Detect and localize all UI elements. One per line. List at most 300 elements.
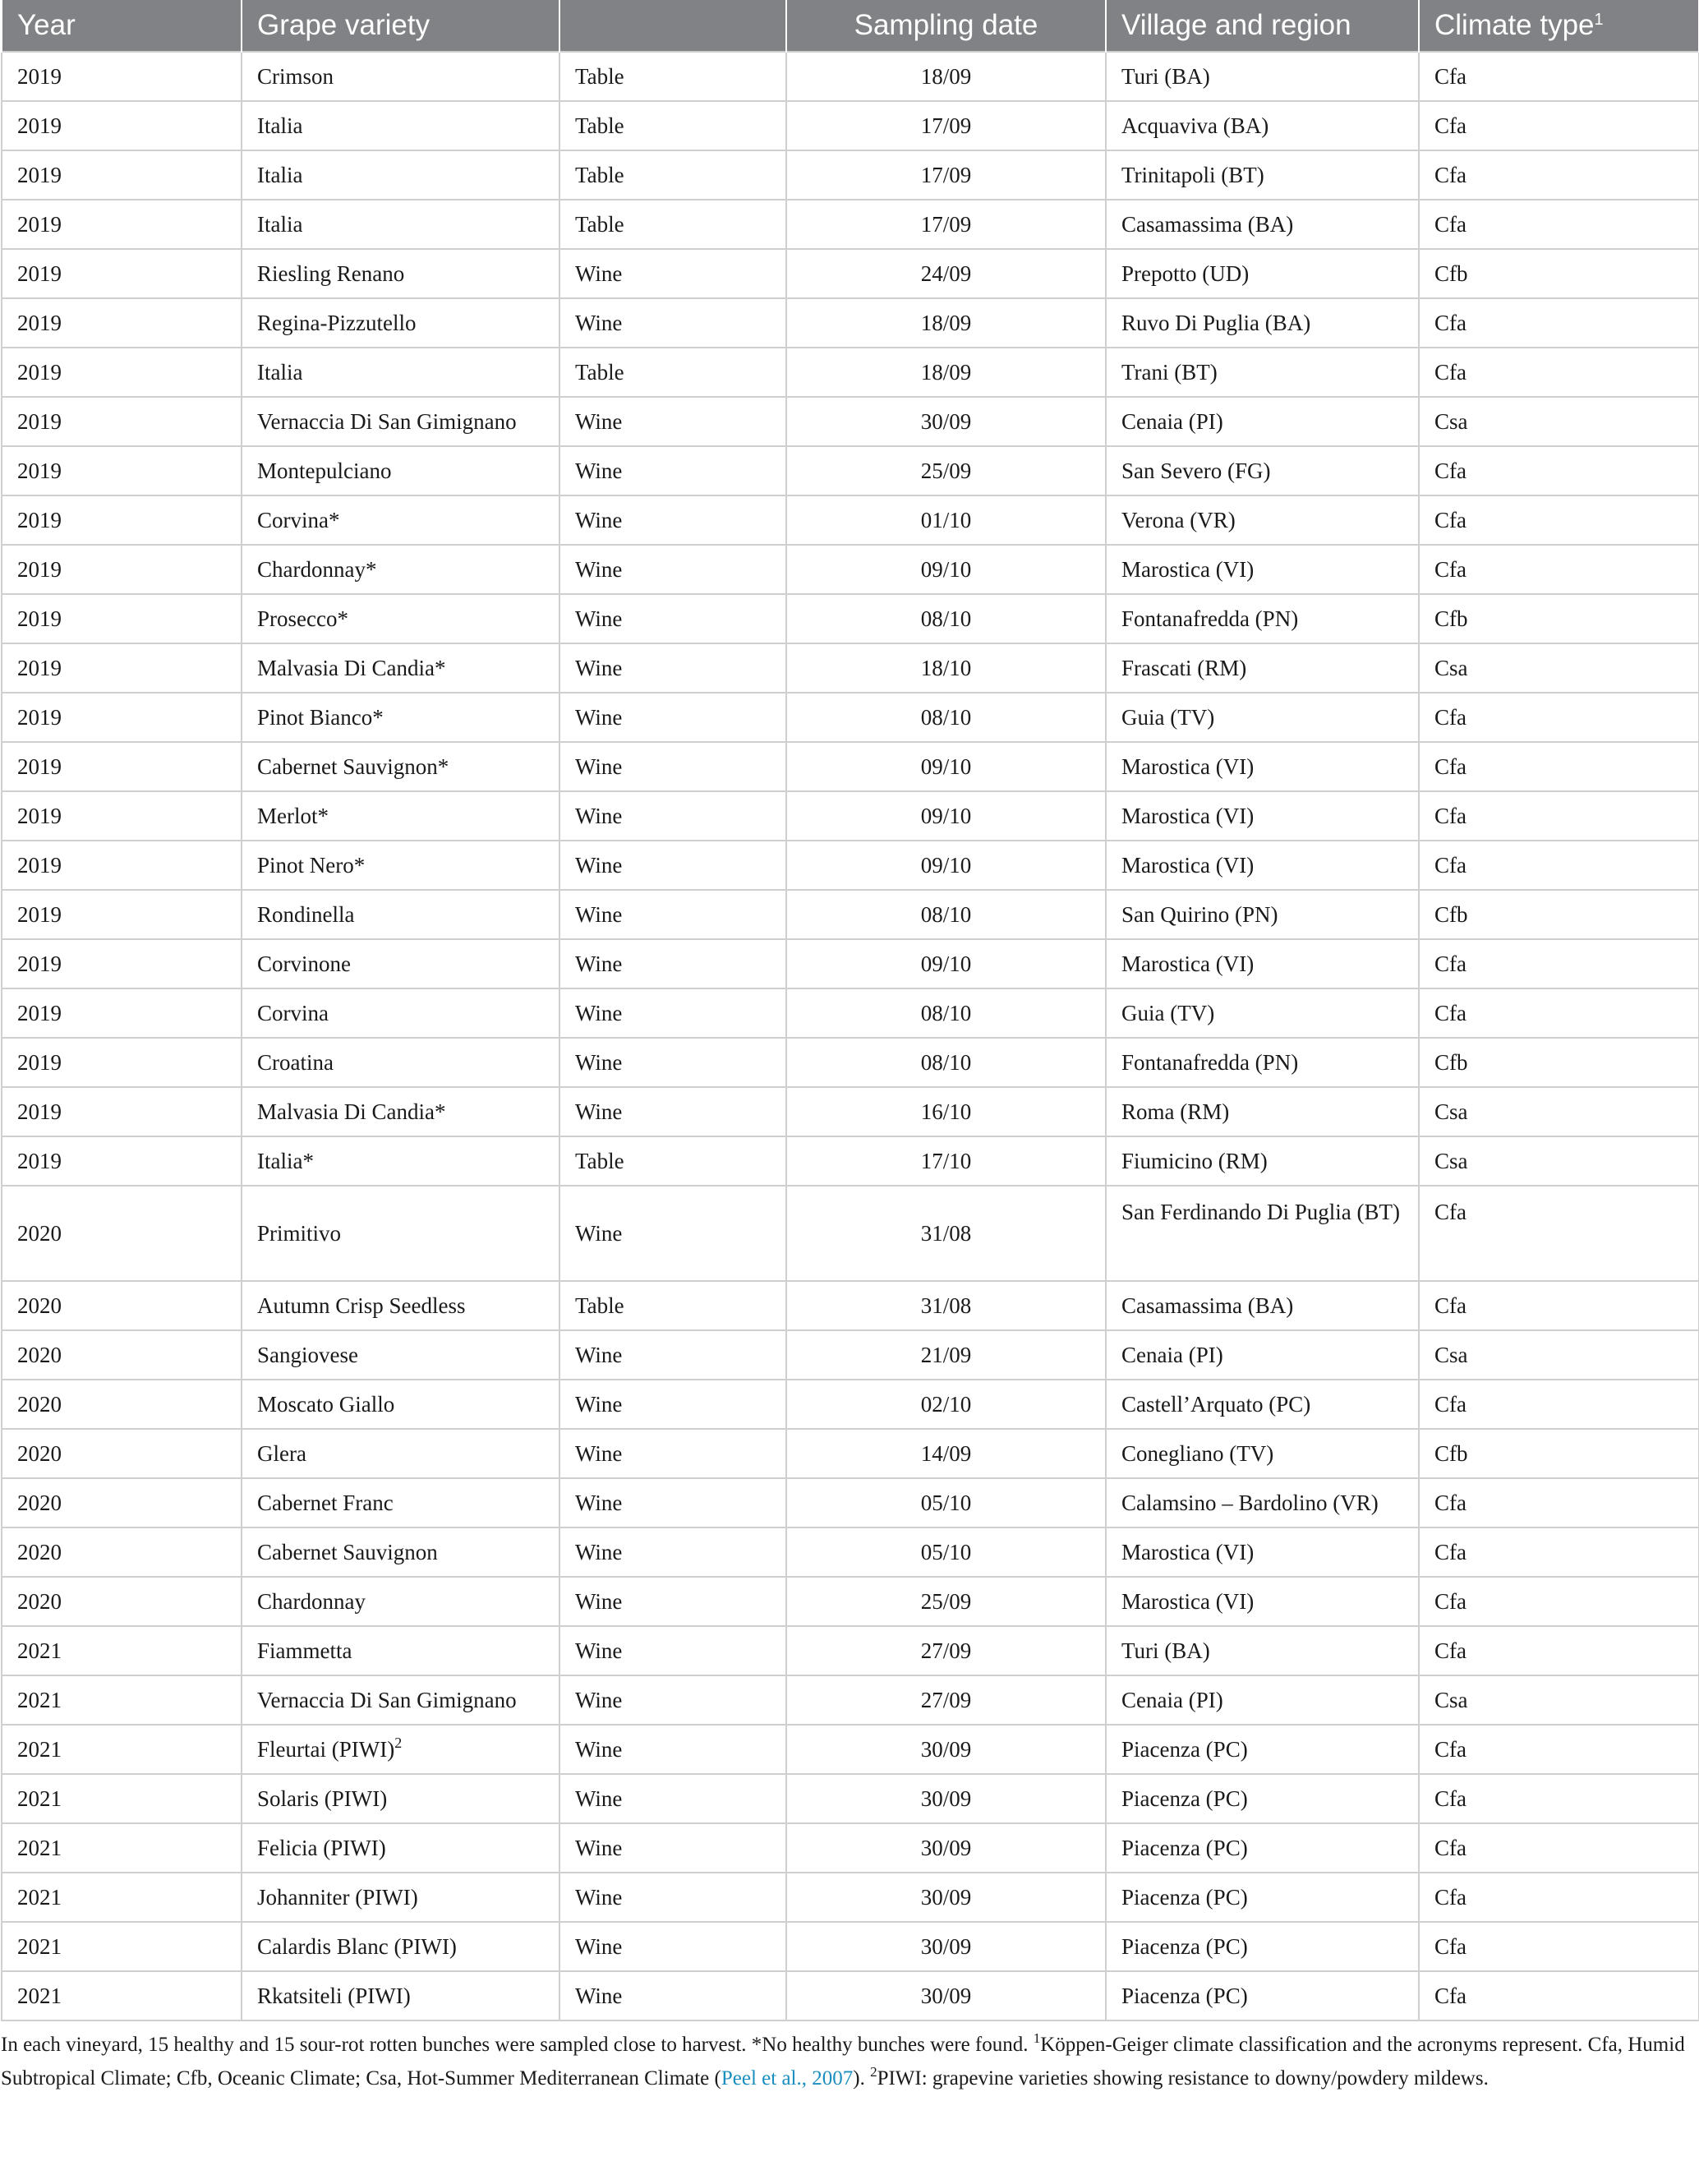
cell-type: [559, 249, 786, 298]
cell-climate-type: [1419, 594, 1699, 643]
cell-climate-type-text: Cfa: [1434, 705, 1466, 730]
cell-grape-variety-text: Cabernet Sauvignon*: [257, 754, 449, 779]
cell-climate-type: [1419, 1186, 1699, 1281]
cell-climate-type: [1419, 1577, 1699, 1626]
cell-type-text: Wine: [575, 1737, 623, 1762]
cell-year-text: 2019: [17, 656, 62, 680]
cell-grape-variety-text: Felicia (PIWI): [257, 1836, 386, 1860]
cell-year-text: 2019: [17, 212, 62, 237]
cell-village-region: [1106, 693, 1419, 742]
table-row: [2, 1577, 1699, 1626]
cell-year: [2, 890, 242, 939]
cell-sampling-date: [786, 52, 1106, 101]
cell-year: [2, 1725, 242, 1774]
cell-village-region-text: Ruvo Di Puglia (BA): [1121, 311, 1311, 335]
cell-sampling-date: [786, 1281, 1106, 1330]
table-row: [2, 1038, 1699, 1087]
cell-sampling-date-text: 17/09: [920, 113, 972, 138]
cell-grape-variety-text: Rondinella: [257, 902, 355, 927]
cell-climate-type-text: Csa: [1434, 1149, 1468, 1173]
cell-year: [2, 52, 242, 101]
cell-grape-variety-text: Italia: [257, 163, 303, 187]
table-row: [2, 1330, 1699, 1380]
cell-grape-variety: [242, 298, 559, 348]
cell-type-text: Wine: [575, 1343, 623, 1367]
cell-year: [2, 988, 242, 1038]
cell-grape-variety: [242, 1823, 559, 1873]
cell-sampling-date: [786, 1186, 1106, 1281]
cell-climate-type: [1419, 150, 1699, 200]
cell-year: [2, 939, 242, 988]
cell-climate-type-text: Cfa: [1434, 1638, 1466, 1663]
cell-year: [2, 1873, 242, 1922]
cell-grape-variety: [242, 1577, 559, 1626]
cell-type: [559, 150, 786, 200]
cell-type-text: Wine: [575, 261, 623, 286]
cell-type-text: Wine: [575, 1001, 623, 1025]
cell-grape-variety-text: Riesling Renano: [257, 261, 405, 286]
cell-village-region: [1106, 1429, 1419, 1478]
cell-climate-type-text: Cfb: [1434, 261, 1468, 286]
cell-climate-type: [1419, 1136, 1699, 1186]
cell-climate-type-text: Cfa: [1434, 113, 1466, 138]
cell-year-text: 2019: [17, 163, 62, 187]
cell-grape-variety-text: Malvasia Di Candia*: [257, 656, 446, 680]
cell-village-region: [1106, 1038, 1419, 1087]
cell-climate-type: [1419, 988, 1699, 1038]
cell-climate-type: [1419, 1823, 1699, 1873]
cell-grape-variety: [242, 397, 559, 446]
cell-year-text: 2019: [17, 360, 62, 385]
cell-grape-variety-text: Vernaccia Di San Gimignano: [257, 1688, 517, 1712]
cell-grape-variety: [242, 1873, 559, 1922]
cell-sampling-date: [786, 1774, 1106, 1823]
cell-type: [559, 791, 786, 841]
cell-type-text: Wine: [575, 508, 623, 532]
cell-type: [559, 1038, 786, 1087]
cell-sampling-date: [786, 939, 1106, 988]
cell-type: [559, 594, 786, 643]
cell-climate-type-text: Cfa: [1434, 1934, 1466, 1959]
cell-village-region-text: Roma (RM): [1121, 1099, 1230, 1124]
cell-grape-variety: [242, 1527, 559, 1577]
header-grape-variety: Grape variety: [242, 0, 559, 52]
cell-grape-variety-text: Solaris (PIWI): [257, 1786, 388, 1811]
cell-village-region-text: Casamassima (BA): [1121, 212, 1294, 237]
cell-year-text: 2019: [17, 508, 62, 532]
cell-type: [559, 1725, 786, 1774]
cell-sampling-date-text: 24/09: [920, 261, 972, 286]
cell-grape-variety-text: Corvinone: [257, 951, 351, 976]
cell-grape-variety-text: Crimson: [257, 64, 334, 89]
table-row: [2, 298, 1699, 348]
cell-village-region-text: Acquaviva (BA): [1121, 113, 1269, 138]
table-row: [2, 643, 1699, 693]
cell-grape-variety-text: Sangiovese: [257, 1343, 358, 1367]
cell-grape-variety: [242, 1281, 559, 1330]
cell-grape-variety-text: Corvina: [257, 1001, 329, 1025]
cell-year-text: 2019: [17, 951, 62, 976]
cell-year: [2, 693, 242, 742]
cell-type-text: Wine: [575, 1984, 623, 2008]
cell-sampling-date-text: 30/09: [920, 409, 972, 434]
cell-year-text: 2019: [17, 1001, 62, 1025]
cell-grape-variety: [242, 1478, 559, 1527]
cell-type-text: Wine: [575, 1638, 623, 1663]
table-row: [2, 693, 1699, 742]
cell-village-region: [1106, 1873, 1419, 1922]
cell-sampling-date-text: 17/09: [920, 163, 972, 187]
header-climate-type: [1419, 0, 1699, 52]
cell-year-text: 2019: [17, 261, 62, 286]
cell-grape-variety: [242, 1087, 559, 1136]
table-row: [2, 988, 1699, 1038]
cell-year-text: 2019: [17, 1149, 62, 1173]
cell-sampling-date: [786, 1380, 1106, 1429]
cell-type: [559, 1527, 786, 1577]
cell-type-text: Table: [575, 360, 624, 385]
cell-climate-type: [1419, 693, 1699, 742]
cell-village-region: [1106, 1922, 1419, 1971]
cell-sampling-date: [786, 1136, 1106, 1186]
cell-year-text: 2020: [17, 1441, 62, 1466]
cell-climate-type: [1419, 52, 1699, 101]
header-climate-footnote-marker: 1: [1594, 11, 1604, 29]
cell-climate-type-text: Cfa: [1434, 1589, 1466, 1614]
cell-climate-type: [1419, 200, 1699, 249]
cell-year: [2, 1136, 242, 1186]
cell-village-region-text: Casamassima (BA): [1121, 1293, 1294, 1318]
cell-type-text: Wine: [575, 656, 623, 680]
cell-grape-variety: [242, 1922, 559, 1971]
cell-sampling-date-text: 17/09: [920, 212, 972, 237]
cell-year: [2, 1186, 242, 1281]
cell-type-text: Wine: [575, 1688, 623, 1712]
cell-climate-type: [1419, 1725, 1699, 1774]
table-row: [2, 841, 1699, 890]
cell-grape-variety-text: Pinot Nero*: [257, 853, 366, 878]
cell-climate-type-text: Cfa: [1434, 64, 1466, 89]
cell-climate-type: [1419, 397, 1699, 446]
cell-sampling-date-text: 25/09: [920, 1589, 972, 1614]
table-row: [2, 495, 1699, 545]
cell-sampling-date: [786, 298, 1106, 348]
cell-village-region-text: San Ferdinando Di Puglia (BT): [1121, 1200, 1400, 1224]
cell-village-region-text: Marostica (VI): [1121, 754, 1255, 779]
cell-type: [559, 298, 786, 348]
cell-grape-variety: [242, 1136, 559, 1186]
cell-village-region: [1106, 1577, 1419, 1626]
cell-type: [559, 1478, 786, 1527]
cell-sampling-date-text: 17/10: [920, 1149, 972, 1173]
cell-type-text: Wine: [575, 1934, 623, 1959]
cell-village-region-text: Castell’Arquato (PC): [1121, 1392, 1311, 1417]
cell-grape-variety-text: Corvina*: [257, 508, 340, 532]
cell-sampling-date-text: 18/09: [920, 360, 972, 385]
cell-climate-type-text: Csa: [1434, 656, 1468, 680]
cell-year-text: 2020: [17, 1221, 62, 1246]
cell-type-text: Wine: [575, 1221, 623, 1246]
cell-village-region: [1106, 791, 1419, 841]
cell-year: [2, 1823, 242, 1873]
table-row: [2, 348, 1699, 397]
cell-sampling-date: [786, 742, 1106, 791]
cell-sampling-date: [786, 791, 1106, 841]
cell-type: [559, 397, 786, 446]
cell-village-region: [1106, 545, 1419, 594]
cell-type-text: Wine: [575, 1589, 623, 1614]
table-row: [2, 1725, 1699, 1774]
cell-year: [2, 495, 242, 545]
cell-type: [559, 200, 786, 249]
table-row: [2, 1087, 1699, 1136]
table-row: [2, 1136, 1699, 1186]
cell-year: [2, 298, 242, 348]
cell-sampling-date: [786, 249, 1106, 298]
table-row: [2, 1971, 1699, 2020]
cell-year: [2, 1429, 242, 1478]
cell-climate-type: [1419, 545, 1699, 594]
header-year: Year: [2, 0, 242, 52]
cell-type: [559, 890, 786, 939]
cell-sampling-date-text: 05/10: [920, 1491, 972, 1515]
cell-year-text: 2021: [17, 1934, 62, 1959]
cell-climate-type: [1419, 1330, 1699, 1380]
cell-village-region-text: Piacenza (PC): [1121, 1737, 1248, 1762]
table-row: [2, 742, 1699, 791]
cell-year-text: 2019: [17, 705, 62, 730]
cell-type: [559, 1087, 786, 1136]
cell-climate-type: [1419, 643, 1699, 693]
cell-grape-variety-text: Primitivo: [257, 1221, 342, 1246]
cell-sampling-date: [786, 1971, 1106, 2020]
cell-climate-type: [1419, 446, 1699, 495]
cell-village-region: [1106, 52, 1419, 101]
cell-type: [559, 446, 786, 495]
cell-village-region: [1106, 249, 1419, 298]
cell-sampling-date: [786, 1725, 1106, 1774]
cell-climate-type-text: Cfa: [1434, 311, 1466, 335]
cell-year: [2, 200, 242, 249]
cell-year: [2, 1038, 242, 1087]
cell-village-region: [1106, 1330, 1419, 1380]
cell-climate-type: [1419, 1873, 1699, 1922]
cell-climate-type-text: Cfa: [1434, 458, 1466, 483]
cell-type: [559, 1626, 786, 1675]
cell-climate-type: [1419, 1478, 1699, 1527]
cell-village-region-text: Guia (TV): [1121, 705, 1215, 730]
cell-climate-type: [1419, 1380, 1699, 1429]
cell-grape-variety: [242, 249, 559, 298]
cell-grape-variety: [242, 939, 559, 988]
cell-climate-type-text: Cfa: [1434, 853, 1466, 878]
cell-village-region-text: Trani (BT): [1121, 360, 1218, 385]
cell-climate-type-text: Cfa: [1434, 1200, 1466, 1224]
cell-village-region-text: Marostica (VI): [1121, 1540, 1255, 1564]
cell-village-region-text: Piacenza (PC): [1121, 1934, 1248, 1959]
cell-village-region-text: Fontanafredda (PN): [1121, 606, 1299, 631]
cell-sampling-date: [786, 1873, 1106, 1922]
cell-sampling-date-text: 31/08: [920, 1293, 972, 1318]
table-row: [2, 200, 1699, 249]
cell-type-text: Table: [575, 113, 624, 138]
table-row: [2, 791, 1699, 841]
cell-year-text: 2019: [17, 804, 62, 828]
cell-grape-variety: [242, 1626, 559, 1675]
cell-sampling-date: [786, 594, 1106, 643]
table-row: [2, 1675, 1699, 1725]
cell-year: [2, 348, 242, 397]
cell-grape-variety: [242, 890, 559, 939]
cell-climate-type-text: Cfa: [1434, 212, 1466, 237]
cell-year-text: 2019: [17, 64, 62, 89]
cell-type: [559, 545, 786, 594]
cell-sampling-date: [786, 1626, 1106, 1675]
cell-climate-type-text: Csa: [1434, 1343, 1468, 1367]
cell-year-text: 2021: [17, 1786, 62, 1811]
cell-year-text: 2020: [17, 1491, 62, 1515]
cell-year: [2, 742, 242, 791]
cell-grape-variety: [242, 1380, 559, 1429]
table-row: [2, 1774, 1699, 1823]
cell-climate-type: [1419, 1281, 1699, 1330]
cell-village-region-text: Calamsino – Bardolino (VR): [1121, 1491, 1379, 1515]
cell-sampling-date: [786, 1577, 1106, 1626]
cell-village-region-text: Marostica (VI): [1121, 557, 1255, 582]
cell-sampling-date-text: 02/10: [920, 1392, 972, 1417]
cell-year: [2, 1626, 242, 1675]
cell-sampling-date-text: 08/10: [920, 1050, 972, 1075]
cell-climate-type-text: Cfb: [1434, 606, 1468, 631]
cell-village-region: [1106, 150, 1419, 200]
cell-type: [559, 1281, 786, 1330]
cell-climate-type-text: Cfa: [1434, 1001, 1466, 1025]
cell-type: [559, 1823, 786, 1873]
cell-climate-type-text: Cfa: [1434, 557, 1466, 582]
citation-link[interactable]: Peel et al., 2007: [721, 2067, 854, 2090]
cell-climate-type: [1419, 495, 1699, 545]
cell-sampling-date: [786, 1330, 1106, 1380]
cell-grape-variety: [242, 446, 559, 495]
table-row: [2, 594, 1699, 643]
cell-climate-type: [1419, 1038, 1699, 1087]
cell-type-text: Wine: [575, 804, 623, 828]
cell-type: [559, 1136, 786, 1186]
cell-climate-type-text: Cfa: [1434, 508, 1466, 532]
cell-grape-variety-text: Cabernet Sauvignon: [257, 1540, 438, 1564]
table-row: [2, 1873, 1699, 1922]
cell-type-text: Wine: [575, 1786, 623, 1811]
cell-climate-type: [1419, 1429, 1699, 1478]
cell-type: [559, 1873, 786, 1922]
footnote-text-4: PIWI: grapevine varieties showing resistance to downy/powdery mildews.: [877, 2067, 1489, 2090]
cell-sampling-date: [786, 988, 1106, 1038]
cell-year-text: 2021: [17, 1737, 62, 1762]
cell-sampling-date: [786, 200, 1106, 249]
cell-type-text: Wine: [575, 1540, 623, 1564]
cell-climate-type-text: Cfa: [1434, 1293, 1466, 1318]
cell-village-region-text: Turi (BA): [1121, 1638, 1210, 1663]
cell-sampling-date: [786, 397, 1106, 446]
cell-year-text: 2021: [17, 1638, 62, 1663]
cell-village-region: [1106, 1626, 1419, 1675]
cell-village-region-text: Piacenza (PC): [1121, 1836, 1248, 1860]
cell-type-text: Wine: [575, 606, 623, 631]
cell-sampling-date-text: 01/10: [920, 508, 972, 532]
cell-type-text: Table: [575, 163, 624, 187]
cell-climate-type: [1419, 1527, 1699, 1577]
cell-sampling-date-text: 09/10: [920, 804, 972, 828]
table-row: [2, 1281, 1699, 1330]
cell-year: [2, 150, 242, 200]
cell-grape-variety-text: Prosecco*: [257, 606, 348, 631]
cell-year-text: 2019: [17, 113, 62, 138]
cell-type-text: Wine: [575, 1441, 623, 1466]
cell-type-text: Wine: [575, 1491, 623, 1515]
cell-climate-type-text: Cfa: [1434, 163, 1466, 187]
cell-village-region: [1106, 1823, 1419, 1873]
cell-climate-type: [1419, 890, 1699, 939]
cell-sampling-date-text: 09/10: [920, 754, 972, 779]
header-climate-type-label: Climate type: [1434, 9, 1595, 41]
cell-climate-type: [1419, 1626, 1699, 1675]
cell-year-text: 2019: [17, 853, 62, 878]
cell-sampling-date: [786, 1922, 1106, 1971]
cell-type: [559, 101, 786, 150]
cell-grape-variety-text: Malvasia Di Candia*: [257, 1099, 446, 1124]
cell-type-text: Wine: [575, 1392, 623, 1417]
cell-year-text: 2021: [17, 1836, 62, 1860]
cell-village-region: [1106, 939, 1419, 988]
cell-village-region: [1106, 890, 1419, 939]
cell-type-text: Wine: [575, 1836, 623, 1860]
cell-village-region: [1106, 1527, 1419, 1577]
cell-year: [2, 594, 242, 643]
cell-type-text: Wine: [575, 311, 623, 335]
cell-grape-variety-text: Merlot*: [257, 804, 329, 828]
cell-type-text: Wine: [575, 853, 623, 878]
cell-sampling-date-text: 08/10: [920, 705, 972, 730]
cell-climate-type: [1419, 841, 1699, 890]
cell-type-text: Table: [575, 212, 624, 237]
cell-year-text: 2019: [17, 902, 62, 927]
cell-village-region: [1106, 446, 1419, 495]
cell-village-region: [1106, 841, 1419, 890]
cell-year-text: 2019: [17, 458, 62, 483]
cell-climate-type-text: Csa: [1434, 1099, 1468, 1124]
cell-village-region-text: Turi (BA): [1121, 64, 1210, 89]
cell-village-region: [1106, 742, 1419, 791]
cell-year-text: 2019: [17, 606, 62, 631]
cell-year-text: 2021: [17, 1885, 62, 1910]
cell-sampling-date: [786, 1527, 1106, 1577]
cell-grape-variety: [242, 643, 559, 693]
table-row: [2, 1478, 1699, 1527]
cell-year-text: 2019: [17, 409, 62, 434]
cell-village-region: [1106, 1380, 1419, 1429]
cell-climate-type: [1419, 1087, 1699, 1136]
cell-climate-type-text: Csa: [1434, 409, 1468, 434]
cell-climate-type-text: Cfa: [1434, 1885, 1466, 1910]
cell-grape-variety: [242, 52, 559, 101]
table-row: [2, 890, 1699, 939]
cell-sampling-date-text: 31/08: [920, 1221, 972, 1246]
table-row: [2, 1186, 1699, 1281]
cell-climate-type: [1419, 348, 1699, 397]
cell-sampling-date-text: 25/09: [920, 458, 972, 483]
footnote-marker-1: 1: [1033, 2030, 1041, 2046]
cell-grape-variety: [242, 988, 559, 1038]
